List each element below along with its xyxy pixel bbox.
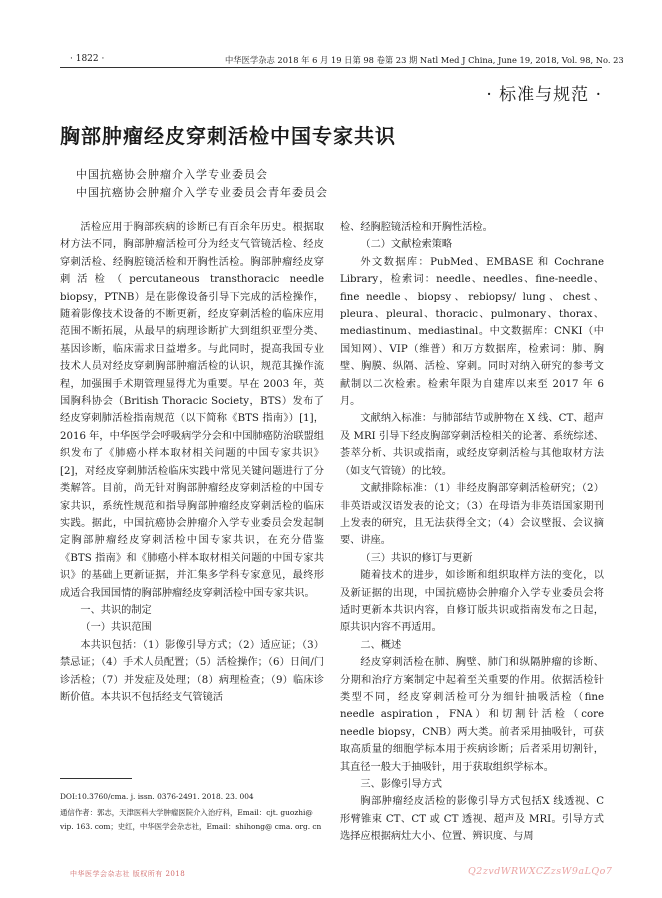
author-line: 中国抗癌协会肿瘤介入学专业委员会青年委员会 — [76, 186, 328, 199]
paragraph: 文献排除标准：（1）非经皮胸部穿刺活检研究；（2）非英语或汉语发表的论文；（3）在母语为非英语国家期刊上发表的研究，且无法获得全文；（4）会议壁报、会议摘要、讲座。 — [340, 483, 604, 547]
paragraph: 文献纳入标准：与肺部结节或肿物在 X 线、CT、超声及 MRI 引导下经皮胸部穿刺活检相关的论著、系统综述、荟萃分析、共识或指南，或经皮穿刺活检与其他取材方法（如支气管镜）的比较。 — [340, 413, 604, 477]
journal-header: 中华医学杂志 2018 年 6 月 19 日第 98 卷第 23 期 Natl Med J China, June 19, 2018, Vol. 98, No. 23 — [225, 55, 624, 65]
section-heading: 一、共识的制定 — [80, 604, 152, 616]
paragraph: 外文数据库：PubMed、EMBASE 和 Cochrane Library，检索词：needle、needles、fine-needle、fine needle、biopsy、rebiopsy/ lung、chest、pleura、pleural、thoracic、pulmonary、thorax、mediastinum、mediastinal。中文数据库：CNKI（中国知网）、VIP（维普）和万方数据库，检索词：肺、胸壁、胸膜、纵隔、活检、穿刺。同时对纳入研究的参考文献制以二次检索。检索年限为自建库以来至 2017 年 6 月。 — [340, 256, 604, 408]
publisher-watermark: 中华医学会杂志社 版权所有 2018 — [70, 870, 186, 878]
paragraph: 随着技术的进步，如诊断和组织取样方法的变化，以及新证据的出现，中国抗癌协会肿瘤介入学专业委员会将适时更新本共识内容，自修订版共识或指南发布之日起，原共识内容不再适用。 — [340, 570, 604, 634]
article-title: 胸部肿瘤经皮穿刺活检中国专家共识 — [60, 124, 396, 148]
subsection-heading: （二）文献检索策略 — [360, 239, 453, 251]
paragraph: 检、经胸腔镜活检和开胸性活检。 — [340, 222, 493, 233]
footnote-divider — [60, 778, 132, 779]
section-heading: 三、影像引导方式 — [360, 779, 442, 790]
subsection-heading: （三）共识的修订与更新 — [360, 552, 473, 564]
header-divider — [60, 67, 602, 68]
code-watermark: Q2zvdWRWXCZzsW9aLQo7 — [468, 866, 613, 877]
author-line: 中国抗癌协会肿瘤介入学专业委员会 — [76, 168, 268, 181]
footnote-doi: DOI:10.3760/cma. j. issn. 0376-2491. 2018. 23. 004 — [60, 792, 254, 801]
footnote-contact: 通信作者：郭志，天津医科大学肿瘤医院介入治疗科，Email：cjt. guozhi@ vip. 163. com；史红，中华医学会杂志社，Email：shihong@ cma. org. cn — [60, 808, 322, 831]
paragraph: 活检应用于胸部疾病的诊断已有百余年历史。根据取材方法不同，胸部肿瘤活检可分为经支气管镜活检、经皮穿刺活检、经胸腔镜活检和开胸性活检。胸部肿瘤经皮穿刺活检（percutaneous transthoracic needle biopsy，PTNB）是在影像设备引导下完成的活检操作，随着影像技术设备的不断更新，经皮穿刺活检的临床应用范围不断拓展，从最早的病理诊断扩大到组织亚型分类、基因诊断，临床需求日益增多。与此同时，提高我国专业技术人员对经皮穿刺胸部肿瘤活检的认识，规范其操作流程，加强围手术期管理显得尤为重要。早在 2003 年，英国胸科协会（British Thoracic Society，BTS）发布了经皮穿刺肺活检指南规范（以下简称《BTS 指南》）[1]，2016 年，中华医学会呼吸病学分会和中国肺癌防治联盟组织发布了《肺癌小样本取材相关问题的中国专家共识》[2]，对经皮穿刺肺活检临床实践中常见关键问题进行了分类解答。目前，尚无针对胸部肿瘤经皮穿刺活检的中国专家共识，系统性规范和指导胸部肿瘤经皮穿刺活检的临床实践。据此，中国抗癌协会肿瘤介入学专业委员会发起制定胸部肿瘤经皮穿刺活检中国专家共识，在充分借鉴《BTS 指南》和《肺癌小样本取材相关问题的中国专家共识》的基础上更新证据，并汇集多学科专家意见，最终形成适合我国国情的胸部肿瘤经皮穿刺活检中国专家共识。 — [60, 222, 324, 599]
right-column — [340, 219, 604, 846]
subsection-heading: （一）共识范围 — [80, 622, 152, 634]
section-heading: 二、概述 — [360, 639, 402, 651]
left-column — [60, 219, 324, 706]
section-tag: · 标准与规范 · — [486, 85, 602, 105]
paragraph: 经皮穿刺活检在肺、胸壁、肺门和纵隔肿瘤的诊断、分期和治疗方案制定中起着至关重要的作用。依据活检针类型不同，经皮穿刺活检可分为细针抽吸活检（fine needle aspiration，FNA）和切割针活检（core needle biopsy，CNB）两大类。前者采用抽吸针，可获取高质量的细胞学标本用于疾病诊断；后者采用切割针，其直径一般大于抽吸针，用于获取组织学标本。 — [340, 657, 604, 773]
paragraph: 胸部肿瘤经皮活检的影像引导方式包括X 线透视、C 形臂锥束 CT、CT 或 CT 透视、超声及 MRI。引导方式选择应根据病灶大小、位置、辨识度、与周 — [340, 796, 604, 843]
page-number: · 1822 · — [70, 54, 105, 64]
paragraph: 本共识包括：（1）影像引导方式；（2）适应证；（3）禁忌证；（4）手术人员配置；（5）活检操作；（6）日间/门诊活检；（7）并发症及处理；（8）病理检查；（9）临床诊断价值。本共识不包括经支气管镜活 — [60, 639, 324, 703]
